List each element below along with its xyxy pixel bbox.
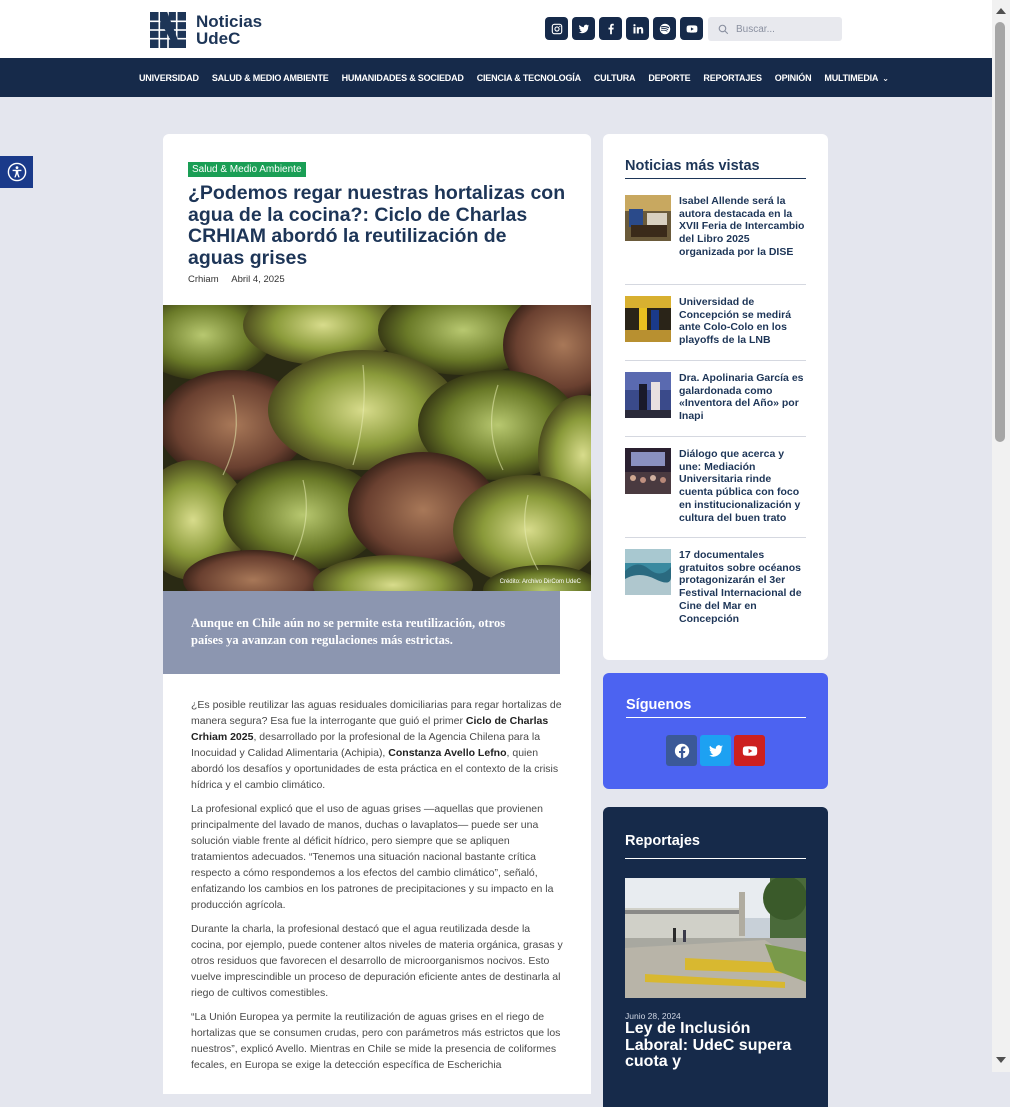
- follow-twitter-button[interactable]: [700, 735, 731, 766]
- article-author[interactable]: Crhiam: [188, 274, 219, 285]
- nav-item-multimedia[interactable]: [824, 73, 888, 83]
- nav-item-reportajes[interactable]: REPORTAJES: [703, 72, 762, 83]
- lettuce-photo: [163, 305, 591, 591]
- page-scrollbar[interactable]: [992, 0, 1010, 1072]
- youtube-icon[interactable]: [680, 17, 703, 40]
- divider: [625, 537, 806, 538]
- site-logo-text[interactable]: [196, 13, 262, 47]
- speaker-name: Constanza Avello Lefno: [388, 747, 507, 759]
- follow-facebook-button[interactable]: [666, 735, 697, 766]
- article-date: Abril 4, 2025: [231, 274, 285, 285]
- follow-youtube-button[interactable]: [734, 735, 765, 766]
- news-title[interactable]: Universidad de Concepción se medirá ante Colo-Colo en los playoffs de la LNB: [679, 296, 792, 347]
- facebook-icon[interactable]: [599, 17, 622, 40]
- category-badge[interactable]: Salud & Medio Ambiente: [188, 162, 306, 177]
- nav-item-deporte[interactable]: DEPORTE: [648, 72, 691, 83]
- reportaje-title[interactable]: Ley de Inclusión Laboral: UdeC supera cuota y: [625, 1020, 792, 1070]
- article-paragraph-2: La profesional explicó que el uso de aguas grises —aquellas que provienen principalmente del lavado de manos, duchas o lavaplatos— puede ser una solución viable frente al déficit hídrico, pero siempre que se apliquen tratamientos adecuados. “Tenemos una situación nacional bastante crítica respecto a cómo respondemos a los efectos del cambio climático”, señaló, enfatizando los cambios en los patrones de precipitaciones y su impacto en la producción agrícola.: [191, 803, 554, 911]
- header-social-links: [545, 17, 703, 40]
- scroll-down-arrow-icon[interactable]: [996, 1057, 1006, 1063]
- article-paragraph-3: Durante la charla, la profesional destacó que el agua reutilizada desde la cocina, por ejemplo, puede contener altos niveles de materia orgánica, grasas y otros residuos que favorecen el desarrollo de microorganismos nocivos. Esto vuelve imprescindible un proceso de depuración eficiente antes de destinarla al riego de cultivos comestibles.: [191, 923, 563, 999]
- search-box[interactable]: [708, 17, 842, 41]
- news-thumbnail[interactable]: [625, 448, 671, 494]
- news-title[interactable]: 17 documentales gratuitos sobre océanos protagonizarán el 3er Festival Internacional de Cine del Mar en Concepción: [679, 549, 802, 625]
- follow-us-widget: [603, 673, 828, 789]
- nav-item-humanidades-sociedad[interactable]: HUMANIDADES & SOCIEDAD: [341, 72, 464, 83]
- image-credit: Crédito: Archivo DirCom UdeC: [499, 579, 581, 585]
- noticias-udec-logo[interactable]: [150, 12, 186, 48]
- most-viewed-title: Noticias más vistas: [625, 158, 806, 179]
- reportaje-date: Junio 28, 2024: [625, 1011, 681, 1021]
- twitter-icon[interactable]: [572, 17, 595, 40]
- reportajes-widget: [603, 807, 828, 1107]
- reportaje-image[interactable]: [625, 878, 806, 998]
- news-title[interactable]: Isabel Allende será la autora destacada en la XVII Feria de Intercambio del Libro 2025 organizada por la DISE: [679, 195, 805, 258]
- follow-us-title: Síguenos: [626, 697, 806, 718]
- article-title: ¿Podemos regar nuestras hortalizas con agua de la cocina?: Ciclo de Charlas CRHIAM abordó la reutilización de aguas grises: [188, 182, 566, 269]
- twitter-icon: [708, 743, 724, 759]
- most-viewed-widget: [603, 134, 828, 660]
- news-thumbnail[interactable]: [625, 549, 671, 595]
- news-title[interactable]: Dra. Apolinaria García es galardonada como «Inventora del Año» por Inapi: [679, 372, 804, 423]
- nav-item-ciencia-tecnologia[interactable]: CIENCIA & TECNOLOGÍA: [476, 72, 581, 83]
- reportajes-title: Reportajes: [625, 833, 806, 859]
- nav-item-opinion[interactable]: OPINIÓN: [774, 72, 812, 83]
- article-paragraph-1: ¿Es posible reutilizar las aguas residuales domiciliarias para regar hortalizas de manera segura? Esa fue la interrogante que guió el primer Ciclo de Charlas Crhiam 2025, desarrollado por la profesional de la Agencia Chilena para la Inocuidad y Calidad Alimentaria (Achipia), Constanza Avello Lefno, quien abordó los desafíos y oportunidades de esta práctica en el contexto de la crisis hídrica y el cambio climático.: [191, 699, 562, 791]
- divider: [625, 284, 806, 285]
- chevron-down-icon: ⌄: [882, 73, 889, 83]
- main-navigation: [0, 58, 992, 97]
- scroll-up-arrow-icon[interactable]: [996, 8, 1006, 14]
- scrollbar-thumb[interactable]: [995, 22, 1005, 442]
- event-name: Ciclo de Charlas Crhiam 2025: [191, 715, 549, 743]
- news-thumbnail[interactable]: [625, 372, 671, 418]
- nav-item-cultura[interactable]: CULTURA: [593, 72, 636, 83]
- news-thumbnail[interactable]: [625, 296, 671, 342]
- nav-item-salud-medio-ambiente[interactable]: SALUD & MEDIO AMBIENTE: [211, 72, 329, 83]
- nav-item-universidad[interactable]: UNIVERSIDAD: [139, 72, 199, 83]
- logo-line-1: Noticias: [196, 12, 263, 31]
- youtube-icon: [742, 743, 758, 759]
- article-body: [191, 697, 563, 1081]
- article-hero-image: [163, 305, 591, 591]
- article-lead-box: [163, 591, 560, 674]
- article-paragraph-4: “La Unión Europea ya permite la reutilización de aguas grises en el riego de hortalizas que se consumen crudas, pero con parámetros más estrictos que los nuestros”, explicó Avello. Mientras en Chile se mide la presencia de coliformes fecales, en Europa se exige la detección específica de Escherichia: [191, 1011, 561, 1071]
- search-icon: [718, 24, 729, 35]
- article-card: [163, 134, 591, 1094]
- nav-item-multimedia-label: MULTIMEDIA: [824, 72, 879, 83]
- accessibility-icon: [7, 162, 27, 182]
- accessibility-toolbar-button[interactable]: [0, 156, 33, 188]
- divider: [625, 436, 806, 437]
- linkedin-icon[interactable]: [626, 17, 649, 40]
- facebook-icon: [674, 743, 690, 759]
- news-thumbnail[interactable]: [625, 195, 671, 241]
- logo-line-2: UdeC: [196, 29, 241, 48]
- news-title[interactable]: Diálogo que acerca y une: Mediación Universitaria rinde cuenta pública con foco en institucionalización y cultura del buen trato: [679, 448, 801, 524]
- article-meta: [188, 274, 285, 285]
- article-lead-text: Aunque en Chile aún no se permite esta reutilización, otros países ya avanzan con regulaciones más estrictas.: [191, 616, 506, 647]
- instagram-icon[interactable]: [545, 17, 568, 40]
- divider: [625, 360, 806, 361]
- search-input[interactable]: [734, 23, 838, 36]
- spotify-icon[interactable]: [653, 17, 676, 40]
- top-header: [0, 0, 992, 58]
